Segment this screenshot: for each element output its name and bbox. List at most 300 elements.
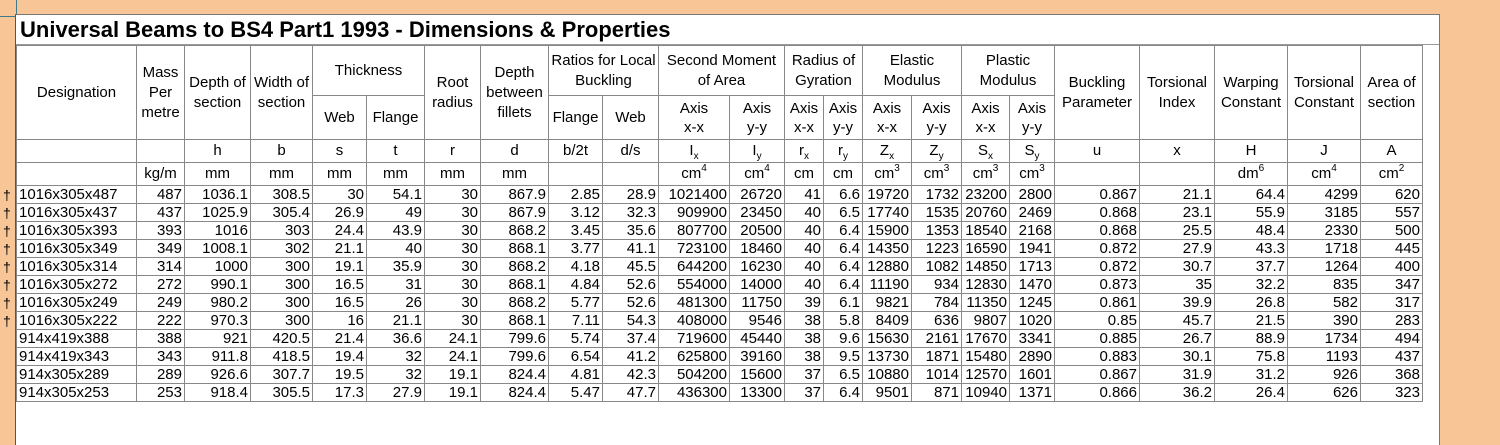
cell-iy[interactable]: 16230 [730, 258, 785, 276]
cell-mass[interactable]: 314 [137, 258, 185, 276]
cell-h[interactable]: 970.3 [185, 312, 251, 330]
cell-rx[interactable]: 40 [785, 222, 824, 240]
header-area[interactable]: Area of section [1361, 46, 1423, 140]
cell-x[interactable]: 30.7 [1140, 258, 1215, 276]
cell-ds[interactable]: 52.6 [603, 294, 659, 312]
header-ix-axis[interactable]: Axis x-x [659, 96, 730, 140]
symbol-s[interactable]: s [313, 140, 367, 163]
header-plastic-modulus[interactable]: Plastic Modulus [962, 46, 1055, 96]
cell-r[interactable]: 24.1 [425, 348, 481, 366]
cell-r[interactable]: 30 [425, 204, 481, 222]
cell-t[interactable]: 36.6 [367, 330, 425, 348]
cell-ix[interactable]: 1021400 [659, 186, 730, 204]
cell-u[interactable]: 0.868 [1055, 222, 1140, 240]
header-sx-axis[interactable]: Axis x-x [962, 96, 1010, 140]
cell-ds[interactable]: 37.4 [603, 330, 659, 348]
header-web[interactable]: Web [313, 96, 367, 140]
cell-zy[interactable]: 636 [912, 312, 962, 330]
cell-r[interactable]: 30 [425, 186, 481, 204]
cell-ry[interactable]: 9.5 [824, 348, 863, 366]
cell-ix[interactable]: 554000 [659, 276, 730, 294]
cell-ix[interactable]: 504200 [659, 366, 730, 384]
cell-s[interactable]: 17.3 [313, 384, 367, 402]
cell-b2t[interactable]: 2.85 [549, 186, 603, 204]
cell-s[interactable]: 16.5 [313, 276, 367, 294]
cell-t[interactable]: 32 [367, 366, 425, 384]
cell-A[interactable]: 368 [1361, 366, 1423, 384]
cell-ds[interactable]: 54.3 [603, 312, 659, 330]
cell-zx[interactable]: 8409 [863, 312, 912, 330]
cell-sy[interactable]: 3341 [1010, 330, 1055, 348]
header-ratio-web[interactable]: Web [603, 96, 659, 140]
cell-ds[interactable]: 41.2 [603, 348, 659, 366]
cell-t[interactable]: 35.9 [367, 258, 425, 276]
cell-sy[interactable]: 1713 [1010, 258, 1055, 276]
cell-desig[interactable]: 914x419x388 [17, 330, 137, 348]
cell-H[interactable]: 32.2 [1215, 276, 1288, 294]
unit-b[interactable]: mm [251, 163, 313, 186]
unit-h[interactable]: mm [185, 163, 251, 186]
cell-s[interactable]: 16.5 [313, 294, 367, 312]
cell-J[interactable]: 3185 [1288, 204, 1361, 222]
cell-A[interactable]: 317 [1361, 294, 1423, 312]
cell-J[interactable]: 1264 [1288, 258, 1361, 276]
cell-b[interactable]: 300 [251, 258, 313, 276]
cell-J[interactable]: 1734 [1288, 330, 1361, 348]
cell-sy[interactable]: 2890 [1010, 348, 1055, 366]
cell-u[interactable]: 0.872 [1055, 240, 1140, 258]
unit-H[interactable]: $dm^6$ [1215, 163, 1288, 186]
cell-ix[interactable]: 644200 [659, 258, 730, 276]
cell-sx[interactable]: 12570 [962, 366, 1010, 384]
cell-dd[interactable]: 868.1 [481, 240, 549, 258]
cell-zx[interactable]: 15900 [863, 222, 912, 240]
cell-b2t[interactable]: 7.11 [549, 312, 603, 330]
cell-u[interactable]: 0.867 [1055, 366, 1140, 384]
cell-b[interactable]: 300 [251, 294, 313, 312]
cell-dd[interactable]: 868.2 [481, 258, 549, 276]
cell-u[interactable]: 0.872 [1055, 258, 1140, 276]
cell-u[interactable]: 0.861 [1055, 294, 1140, 312]
cell-mass[interactable]: 388 [137, 330, 185, 348]
cell-sx[interactable]: 10940 [962, 384, 1010, 402]
cell-mass[interactable]: 222 [137, 312, 185, 330]
cell-x[interactable]: 39.9 [1140, 294, 1215, 312]
cell-H[interactable]: 75.8 [1215, 348, 1288, 366]
cell-zx[interactable]: 13730 [863, 348, 912, 366]
symbol-sx[interactable]: $S_x$ [962, 140, 1010, 163]
cell-iy[interactable]: 11750 [730, 294, 785, 312]
cell-dd[interactable]: 799.6 [481, 330, 549, 348]
cell-J[interactable]: 926 [1288, 366, 1361, 384]
cell-b[interactable]: 420.5 [251, 330, 313, 348]
symbol-u[interactable]: u [1055, 140, 1140, 163]
cell-r[interactable]: 19.1 [425, 384, 481, 402]
cell-t[interactable]: 31 [367, 276, 425, 294]
cell-ix[interactable]: 807700 [659, 222, 730, 240]
unit-empty[interactable] [17, 163, 137, 186]
symbol-rx[interactable]: $r_x$ [785, 140, 824, 163]
cell-zx[interactable]: 15630 [863, 330, 912, 348]
cell-b2t[interactable]: 3.12 [549, 204, 603, 222]
cell-u[interactable]: 0.866 [1055, 384, 1140, 402]
cell-sy[interactable]: 1245 [1010, 294, 1055, 312]
cell-H[interactable]: 21.5 [1215, 312, 1288, 330]
cell-zy[interactable]: 1535 [912, 204, 962, 222]
cell-desig[interactable]: 1016x305x349 [17, 240, 137, 258]
cell-sy[interactable]: 1941 [1010, 240, 1055, 258]
cell-J[interactable]: 2330 [1288, 222, 1361, 240]
header-second-moment[interactable]: Second Moment of Area [659, 46, 785, 96]
cell-t[interactable]: 27.9 [367, 384, 425, 402]
symbol-r[interactable]: r [425, 140, 481, 163]
cell-iy[interactable]: 13300 [730, 384, 785, 402]
cell-h[interactable]: 1036.1 [185, 186, 251, 204]
cell-ry[interactable]: 5.8 [824, 312, 863, 330]
header-width[interactable]: Width of section [251, 46, 313, 140]
unit-rx[interactable]: cm [785, 163, 824, 186]
header-sy-axis[interactable]: Axis y-y [1010, 96, 1055, 140]
unit-x-empty[interactable] [1140, 163, 1215, 186]
symbol-h[interactable]: h [185, 140, 251, 163]
cell-h[interactable]: 918.4 [185, 384, 251, 402]
cell-zy[interactable]: 1732 [912, 186, 962, 204]
cell-s[interactable]: 30 [313, 186, 367, 204]
cell-ds[interactable]: 42.3 [603, 366, 659, 384]
cell-b[interactable]: 305.5 [251, 384, 313, 402]
unit-J[interactable]: $cm^4$ [1288, 163, 1361, 186]
cell-A[interactable]: 283 [1361, 312, 1423, 330]
cell-zx[interactable]: 19720 [863, 186, 912, 204]
cell-A[interactable]: 494 [1361, 330, 1423, 348]
cell-sy[interactable]: 2469 [1010, 204, 1055, 222]
cell-h[interactable]: 980.2 [185, 294, 251, 312]
cell-h[interactable]: 990.1 [185, 276, 251, 294]
header-torsional-constant[interactable]: Torsional Constant [1288, 46, 1361, 140]
cell-ds[interactable]: 28.9 [603, 186, 659, 204]
cell-J[interactable]: 626 [1288, 384, 1361, 402]
cell-t[interactable]: 26 [367, 294, 425, 312]
cell-sx[interactable]: 20760 [962, 204, 1010, 222]
cell-zx[interactable]: 11190 [863, 276, 912, 294]
cell-zy[interactable]: 934 [912, 276, 962, 294]
cell-s[interactable]: 21.1 [313, 240, 367, 258]
cell-b[interactable]: 308.5 [251, 186, 313, 204]
cell-zy[interactable]: 1014 [912, 366, 962, 384]
cell-rx[interactable]: 40 [785, 240, 824, 258]
unit-ix[interactable]: $cm^4$ [659, 163, 730, 186]
header-depth-between-fillets[interactable]: Depth between fillets [481, 46, 549, 140]
cell-desig[interactable]: 914x305x253 [17, 384, 137, 402]
cell-iy[interactable]: 39160 [730, 348, 785, 366]
cell-dd[interactable]: 868.1 [481, 276, 549, 294]
cell-h[interactable]: 1025.9 [185, 204, 251, 222]
cell-r[interactable]: 30 [425, 240, 481, 258]
cell-t[interactable]: 21.1 [367, 312, 425, 330]
cell-r[interactable]: 24.1 [425, 330, 481, 348]
cell-t[interactable]: 40 [367, 240, 425, 258]
cell-b[interactable]: 300 [251, 276, 313, 294]
cell-J[interactable]: 1718 [1288, 240, 1361, 258]
cell-ry[interactable]: 6.4 [824, 258, 863, 276]
cell-zx[interactable]: 9821 [863, 294, 912, 312]
symbol-J[interactable]: J [1288, 140, 1361, 163]
cell-x[interactable]: 21.1 [1140, 186, 1215, 204]
cell-s[interactable]: 24.4 [313, 222, 367, 240]
header-zx-axis[interactable]: Axis x-x [863, 96, 912, 140]
cell-sy[interactable]: 2800 [1010, 186, 1055, 204]
unit-d[interactable]: mm [481, 163, 549, 186]
cell-zx[interactable]: 12880 [863, 258, 912, 276]
cell-ry[interactable]: 6.5 [824, 366, 863, 384]
cell-s[interactable]: 16 [313, 312, 367, 330]
cell-zy[interactable]: 784 [912, 294, 962, 312]
cell-zy[interactable]: 1223 [912, 240, 962, 258]
cell-zy[interactable]: 1871 [912, 348, 962, 366]
cell-sy[interactable]: 1020 [1010, 312, 1055, 330]
cell-rx[interactable]: 41 [785, 186, 824, 204]
cell-iy[interactable]: 9546 [730, 312, 785, 330]
cell-desig[interactable]: 1016x305x222 [17, 312, 137, 330]
header-buckling[interactable]: Buckling Parameter [1055, 46, 1140, 140]
cell-zy[interactable]: 2161 [912, 330, 962, 348]
cell-b[interactable]: 305.4 [251, 204, 313, 222]
cell-x[interactable]: 25.5 [1140, 222, 1215, 240]
cell-sx[interactable]: 11350 [962, 294, 1010, 312]
header-root-radius[interactable]: Root radius [425, 46, 481, 140]
cell-J[interactable]: 4299 [1288, 186, 1361, 204]
cell-zx[interactable]: 10880 [863, 366, 912, 384]
cell-desig[interactable]: 1016x305x487 [17, 186, 137, 204]
cell-ds[interactable]: 35.6 [603, 222, 659, 240]
cell-ix[interactable]: 481300 [659, 294, 730, 312]
cell-dd[interactable]: 799.6 [481, 348, 549, 366]
cell-A[interactable]: 347 [1361, 276, 1423, 294]
cell-sx[interactable]: 9807 [962, 312, 1010, 330]
cell-sx[interactable]: 23200 [962, 186, 1010, 204]
cell-dd[interactable]: 824.4 [481, 384, 549, 402]
unit-b2t-empty[interactable] [549, 163, 603, 186]
cell-desig[interactable]: 1016x305x393 [17, 222, 137, 240]
cell-s[interactable]: 19.4 [313, 348, 367, 366]
cell-u[interactable]: 0.883 [1055, 348, 1140, 366]
cell-sy[interactable]: 1470 [1010, 276, 1055, 294]
cell-ry[interactable]: 9.6 [824, 330, 863, 348]
header-ry-axis[interactable]: Axis y-y [824, 96, 863, 140]
cell-r[interactable]: 30 [425, 258, 481, 276]
cell-sx[interactable]: 18540 [962, 222, 1010, 240]
cell-ix[interactable]: 719600 [659, 330, 730, 348]
unit-s[interactable]: mm [313, 163, 367, 186]
cell-u[interactable]: 0.868 [1055, 204, 1140, 222]
cell-desig[interactable]: 1016x305x249 [17, 294, 137, 312]
cell-b2t[interactable]: 3.77 [549, 240, 603, 258]
symbol-sy[interactable]: $S_y$ [1010, 140, 1055, 163]
cell-rx[interactable]: 40 [785, 276, 824, 294]
cell-rx[interactable]: 37 [785, 384, 824, 402]
cell-h[interactable]: 921 [185, 330, 251, 348]
cell-dd[interactable]: 868.2 [481, 222, 549, 240]
header-thickness[interactable]: Thickness [313, 46, 425, 96]
symbol-zx[interactable]: $Z_x$ [863, 140, 912, 163]
symbol-b2t[interactable]: b/2t [549, 140, 603, 163]
header-torsional-index[interactable]: Torsional Index [1140, 46, 1215, 140]
cell-t[interactable]: 54.1 [367, 186, 425, 204]
cell-dd[interactable]: 868.1 [481, 312, 549, 330]
cell-dd[interactable]: 824.4 [481, 366, 549, 384]
cell-t[interactable]: 32 [367, 348, 425, 366]
cell-zy[interactable]: 871 [912, 384, 962, 402]
cell-h[interactable]: 1016 [185, 222, 251, 240]
cell-b2t[interactable]: 3.45 [549, 222, 603, 240]
symbol-b[interactable]: b [251, 140, 313, 163]
cell-b2t[interactable]: 4.81 [549, 366, 603, 384]
cell-b[interactable]: 303 [251, 222, 313, 240]
header-iy-axis[interactable]: Axis y-y [730, 96, 785, 140]
cell-ry[interactable]: 6.5 [824, 204, 863, 222]
cell-A[interactable]: 557 [1361, 204, 1423, 222]
cell-s[interactable]: 19.1 [313, 258, 367, 276]
symbol-ry[interactable]: $r_y$ [824, 140, 863, 163]
cell-u[interactable]: 0.873 [1055, 276, 1140, 294]
header-zy-axis[interactable]: Axis y-y [912, 96, 962, 140]
symbol-x[interactable]: x [1140, 140, 1215, 163]
symbol-zy[interactable]: $Z_y$ [912, 140, 962, 163]
cell-zx[interactable]: 14350 [863, 240, 912, 258]
cell-u[interactable]: 0.885 [1055, 330, 1140, 348]
cell-x[interactable]: 26.7 [1140, 330, 1215, 348]
cell-b[interactable]: 302 [251, 240, 313, 258]
cell-zy[interactable]: 1082 [912, 258, 962, 276]
cell-x[interactable]: 23.1 [1140, 204, 1215, 222]
cell-H[interactable]: 64.4 [1215, 186, 1288, 204]
cell-h[interactable]: 926.6 [185, 366, 251, 384]
cell-ds[interactable]: 47.7 [603, 384, 659, 402]
cell-H[interactable]: 26.4 [1215, 384, 1288, 402]
cell-ds[interactable]: 41.1 [603, 240, 659, 258]
cell-ix[interactable]: 436300 [659, 384, 730, 402]
unit-zy[interactable]: $cm^3$ [912, 163, 962, 186]
unit-A[interactable]: $cm^2$ [1361, 163, 1423, 186]
cell-A[interactable]: 500 [1361, 222, 1423, 240]
cell-u[interactable]: 0.867 [1055, 186, 1140, 204]
header-warping[interactable]: Warping Constant [1215, 46, 1288, 140]
cell-s[interactable]: 26.9 [313, 204, 367, 222]
cell-mass[interactable]: 249 [137, 294, 185, 312]
cell-b2t[interactable]: 5.74 [549, 330, 603, 348]
cell-A[interactable]: 437 [1361, 348, 1423, 366]
cell-rx[interactable]: 38 [785, 348, 824, 366]
symbol-t[interactable]: t [367, 140, 425, 163]
cell-dd[interactable]: 867.9 [481, 204, 549, 222]
cell-A[interactable]: 323 [1361, 384, 1423, 402]
symbol-mass-empty[interactable] [137, 140, 185, 163]
cell-iy[interactable]: 18460 [730, 240, 785, 258]
cell-ry[interactable]: 6.4 [824, 222, 863, 240]
cell-s[interactable]: 19.5 [313, 366, 367, 384]
unit-r[interactable]: mm [425, 163, 481, 186]
symbol-A[interactable]: A [1361, 140, 1423, 163]
unit-ry[interactable]: cm [824, 163, 863, 186]
cell-rx[interactable]: 40 [785, 204, 824, 222]
cell-x[interactable]: 30.1 [1140, 348, 1215, 366]
cell-mass[interactable]: 349 [137, 240, 185, 258]
cell-r[interactable]: 30 [425, 222, 481, 240]
cell-b2t[interactable]: 6.54 [549, 348, 603, 366]
cell-iy[interactable]: 45440 [730, 330, 785, 348]
cell-ds[interactable]: 32.3 [603, 204, 659, 222]
cell-x[interactable]: 36.2 [1140, 384, 1215, 402]
cell-mass[interactable]: 487 [137, 186, 185, 204]
cell-sx[interactable]: 12830 [962, 276, 1010, 294]
cell-b2t[interactable]: 4.18 [549, 258, 603, 276]
cell-iy[interactable]: 15600 [730, 366, 785, 384]
cell-J[interactable]: 582 [1288, 294, 1361, 312]
cell-rx[interactable]: 40 [785, 258, 824, 276]
cell-ds[interactable]: 45.5 [603, 258, 659, 276]
unit-mass[interactable]: kg/m [137, 163, 185, 186]
cell-ry[interactable]: 6.4 [824, 384, 863, 402]
cell-sx[interactable]: 16590 [962, 240, 1010, 258]
cell-sx[interactable]: 17670 [962, 330, 1010, 348]
cell-H[interactable]: 55.9 [1215, 204, 1288, 222]
unit-iy[interactable]: $cm^4$ [730, 163, 785, 186]
cell-r[interactable]: 30 [425, 276, 481, 294]
cell-ry[interactable]: 6.4 [824, 276, 863, 294]
cell-x[interactable]: 31.9 [1140, 366, 1215, 384]
header-rx-axis[interactable]: Axis x-x [785, 96, 824, 140]
cell-A[interactable]: 400 [1361, 258, 1423, 276]
cell-mass[interactable]: 393 [137, 222, 185, 240]
cell-ix[interactable]: 408000 [659, 312, 730, 330]
cell-zx[interactable]: 9501 [863, 384, 912, 402]
cell-r[interactable]: 30 [425, 312, 481, 330]
unit-u-empty[interactable] [1055, 163, 1140, 186]
symbol-d[interactable]: d [481, 140, 549, 163]
cell-zx[interactable]: 17740 [863, 204, 912, 222]
cell-desig[interactable]: 1016x305x437 [17, 204, 137, 222]
cell-sx[interactable]: 14850 [962, 258, 1010, 276]
cell-H[interactable]: 37.7 [1215, 258, 1288, 276]
cell-H[interactable]: 43.3 [1215, 240, 1288, 258]
cell-iy[interactable]: 26720 [730, 186, 785, 204]
cell-h[interactable]: 1000 [185, 258, 251, 276]
cell-desig[interactable]: 914x305x289 [17, 366, 137, 384]
cell-rx[interactable]: 38 [785, 330, 824, 348]
cell-mass[interactable]: 253 [137, 384, 185, 402]
header-ratios[interactable]: Ratios for Local Buckling [549, 46, 659, 96]
cell-iy[interactable]: 14000 [730, 276, 785, 294]
cell-J[interactable]: 835 [1288, 276, 1361, 294]
header-ratio-flange[interactable]: Flange [549, 96, 603, 140]
cell-A[interactable]: 445 [1361, 240, 1423, 258]
cell-sy[interactable]: 1371 [1010, 384, 1055, 402]
cell-rx[interactable]: 37 [785, 366, 824, 384]
cell-h[interactable]: 911.8 [185, 348, 251, 366]
cell-sy[interactable]: 1601 [1010, 366, 1055, 384]
header-mass[interactable]: Mass Per metre [137, 46, 185, 140]
cell-iy[interactable]: 20500 [730, 222, 785, 240]
cell-H[interactable]: 88.9 [1215, 330, 1288, 348]
header-radius-gyration[interactable]: Radius of Gyration [785, 46, 863, 96]
cell-zy[interactable]: 1353 [912, 222, 962, 240]
unit-sx[interactable]: $cm^3$ [962, 163, 1010, 186]
cell-ix[interactable]: 625800 [659, 348, 730, 366]
unit-sy[interactable]: $cm^3$ [1010, 163, 1055, 186]
symbol-iy[interactable]: $I_y$ [730, 140, 785, 163]
unit-t[interactable]: mm [367, 163, 425, 186]
cell-b2t[interactable]: 4.84 [549, 276, 603, 294]
